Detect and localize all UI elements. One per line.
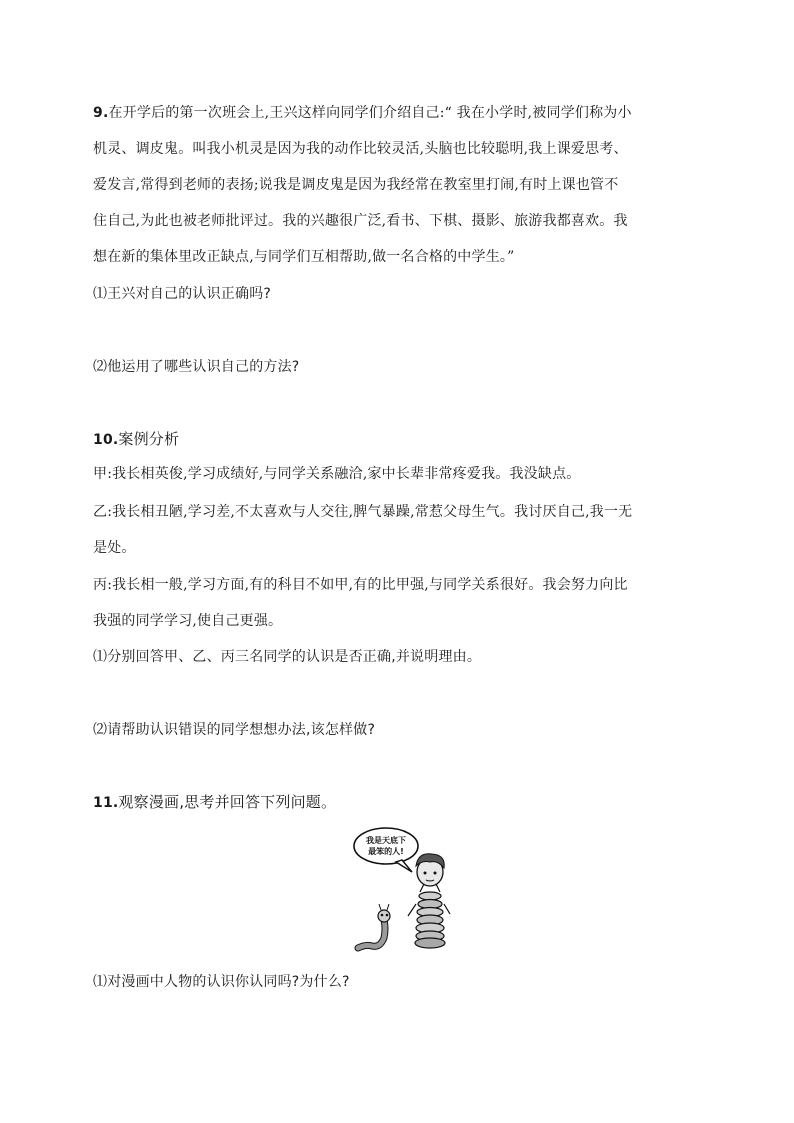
boy-figure — [408, 854, 450, 948]
speech-bubble-tail — [396, 860, 412, 872]
q11-heading — [93, 793, 336, 812]
q10-case-bing-1: 丙:我长相一般,学习方面,有的科目不如甲,有的比甲强,与同学关系很好。我会努力向比 — [93, 577, 628, 593]
q9-line-3: 爱发言,常得到老师的表扬;说我是调皮鬼是因为我经常在教室里打闹,有时上课也管不 — [93, 177, 619, 193]
q11-subquestion-1: ⑴对漫画中人物的认识你认同吗?为什么? — [93, 974, 350, 990]
q9-subquestion-1: ⑴王兴对自己的认识正确吗? — [93, 286, 272, 302]
q10-subquestion-1: ⑴分别回答甲、乙、丙三名同学的认识是否正确,并说明理由。 — [93, 649, 482, 665]
comic-illustration — [352, 826, 464, 954]
speech-bubble — [354, 828, 418, 864]
q10-number: 10. — [93, 432, 119, 448]
q10-title: 案例分析 — [118, 430, 180, 448]
speech-bubble-line-1: 我是天底下 — [366, 836, 406, 845]
q10-case-yi-1: 乙:我长相丑陋,学习差,不太喜欢与人交往,脾气暴躁,常惹父母生气。我讨厌自己,我一无 — [93, 504, 633, 520]
speech-bubble-line-2: 最笨的人! — [368, 847, 404, 856]
q9-number: 9. — [93, 105, 109, 121]
q10-case-bing-2: 我强的同学学习,使自己更强。 — [93, 613, 283, 629]
q10-subquestion-2: ⑵请帮助认识错误的同学想想办法,该怎样做? — [93, 722, 376, 738]
q9-text-1: 在开学后的第一次班会上,王兴这样向同学们介绍自己:“ 我在小学时,被同学们称为小 — [108, 105, 632, 121]
q11-title: 观察漫画,思考并回答下列问题。 — [118, 793, 337, 811]
q10-case-yi-2: 是处。 — [93, 540, 136, 556]
q10-heading — [93, 430, 179, 449]
q9-subquestion-2: ⑵他运用了哪些认识自己的方法? — [93, 359, 300, 375]
q9-line-5: 想在新的集体里改正缺点,与同学们互相帮助,做一名合格的中学生。” — [93, 249, 515, 265]
q9-line-1 — [93, 104, 632, 122]
worm-figure — [358, 904, 390, 948]
q11-number: 11. — [93, 795, 119, 811]
q9-line-4: 住自己,为此也被老师批评过。我的兴趣很广泛,看书、下棋、摄影、旅游我都喜欢。我 — [93, 213, 628, 229]
q9-line-2: 机灵、调皮鬼。叫我小机灵是因为我的动作比较灵活,头脑也比较聪明,我上课爱思考、 — [93, 141, 628, 157]
q10-case-jia: 甲:我长相英俊,学习成绩好,与同学关系融洽,家中长辈非常疼爱我。我没缺点。 — [93, 466, 581, 482]
